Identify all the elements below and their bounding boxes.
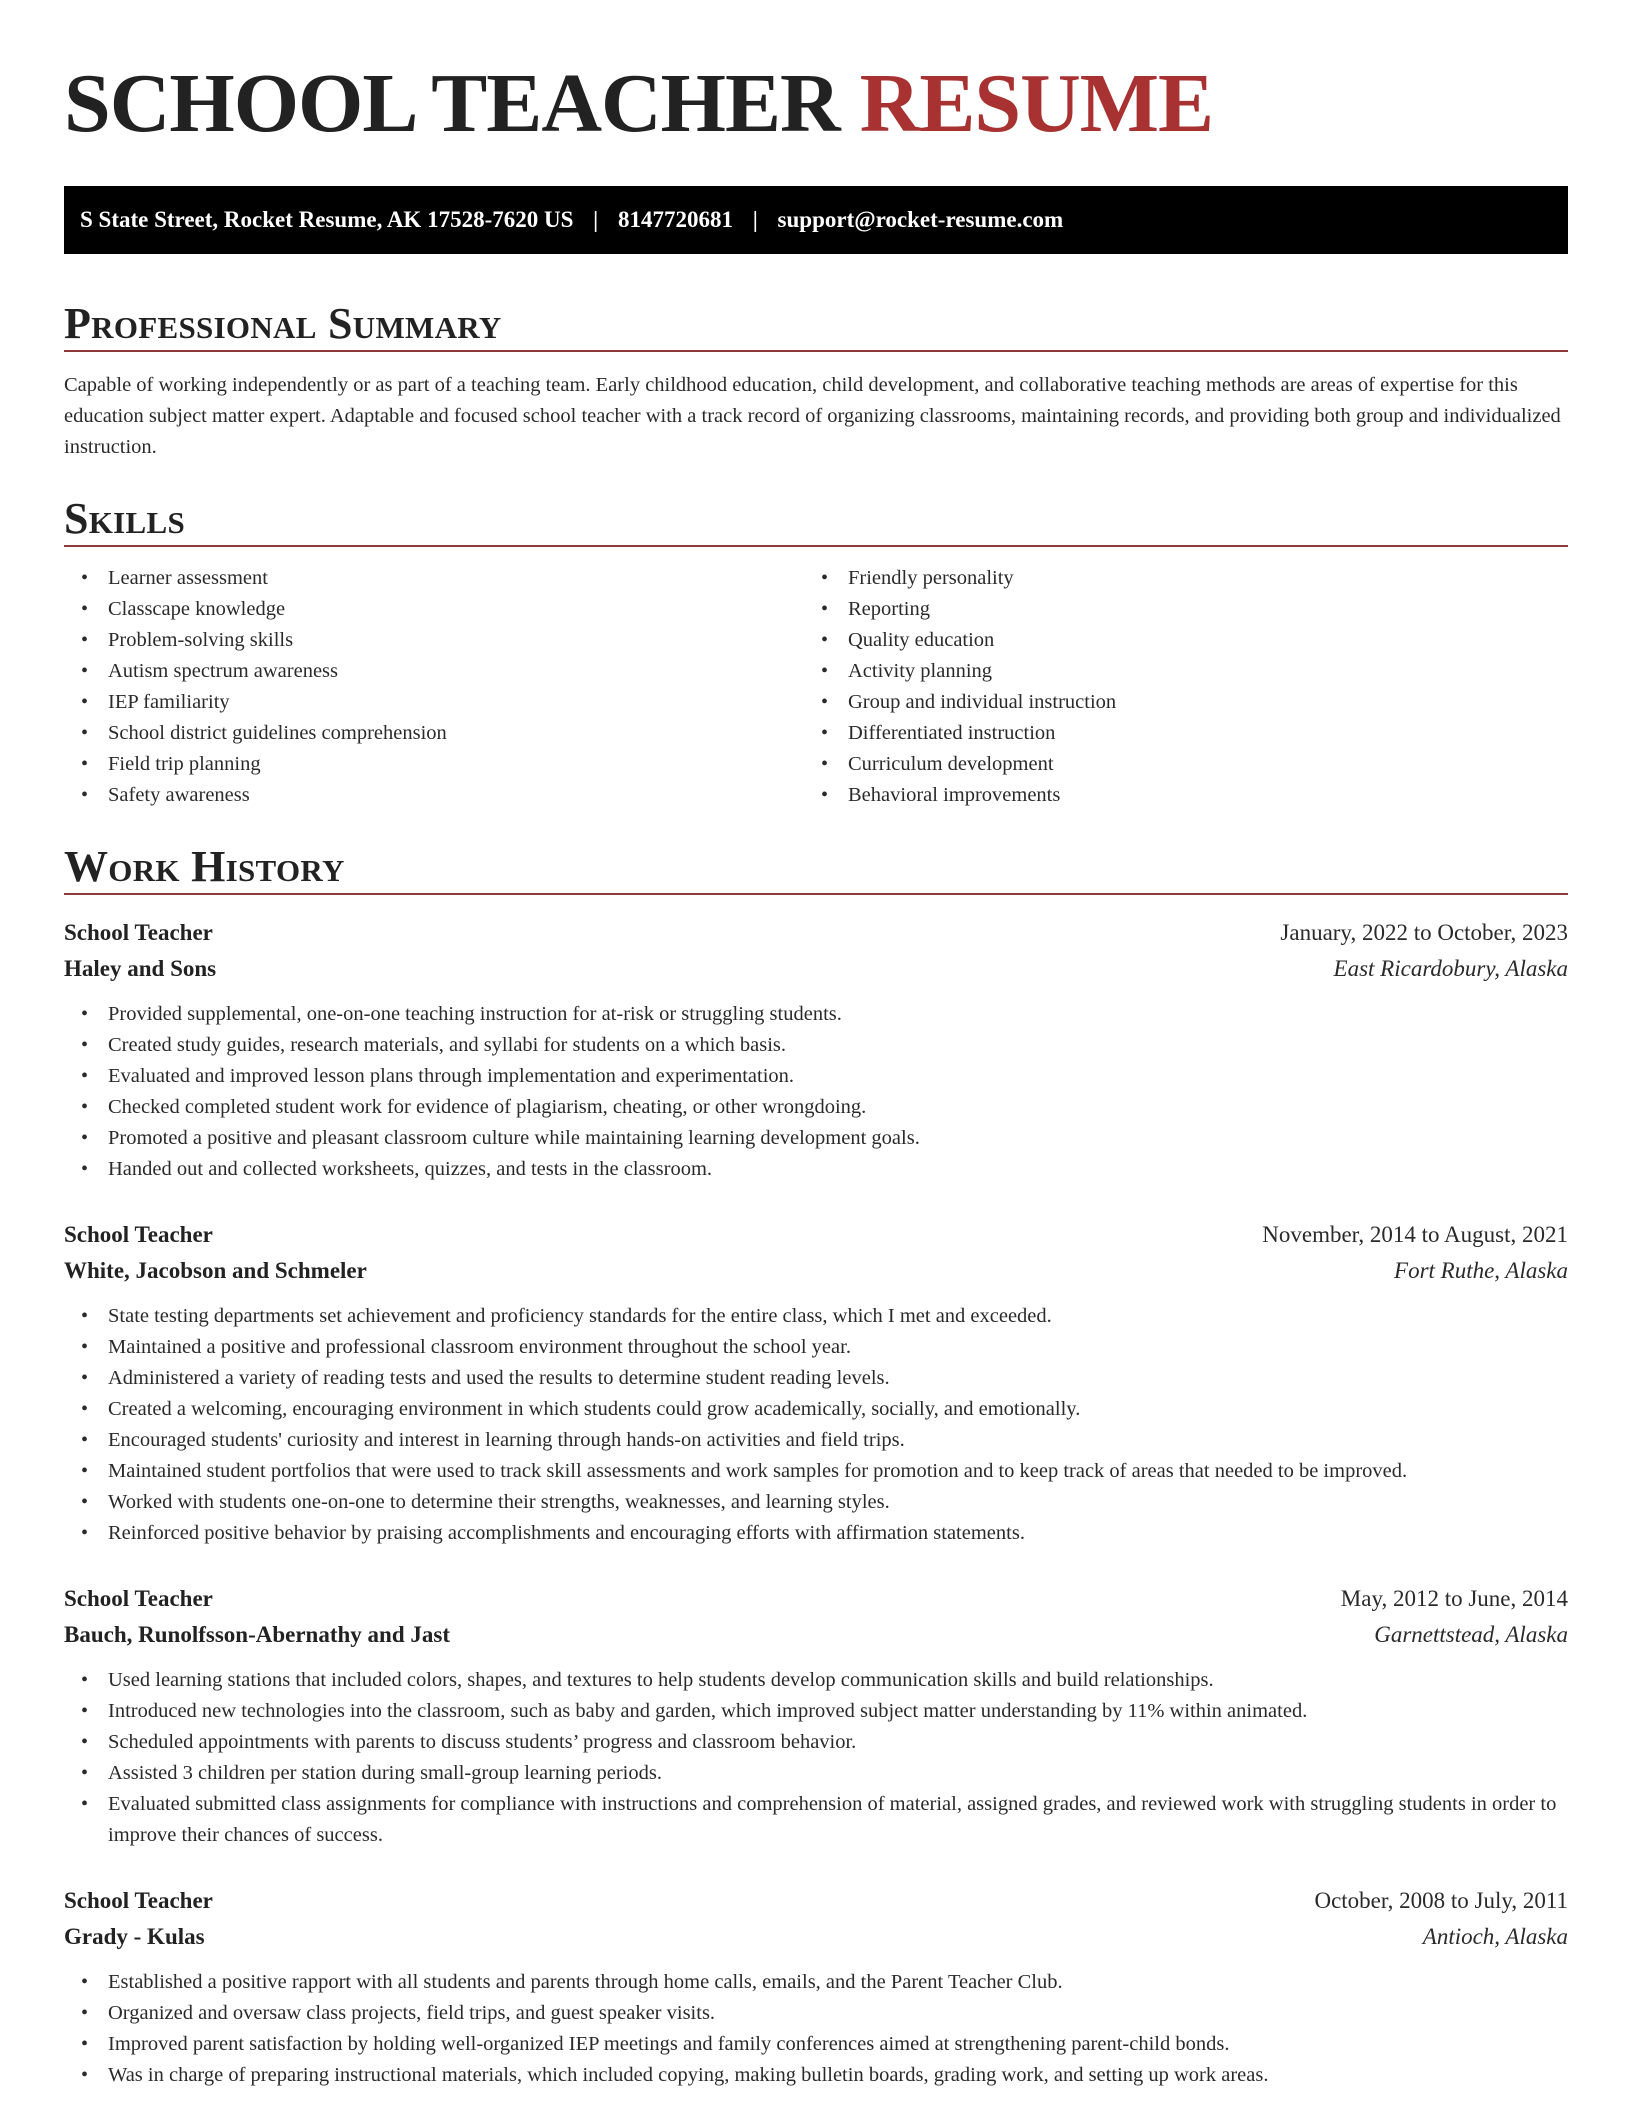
duty-item: • Scheduled appointments with parents to discuss students’ progress and classroom behavior. — [64, 1727, 1568, 1758]
job-entry — [64, 1581, 1568, 1851]
section-divider — [64, 350, 1568, 352]
job-duties — [64, 1665, 1568, 1851]
summary-text: Capable of working independently or as part of a teaching team. Early childhood education, child development, and collaborative teaching methods are areas of expertise for this education subject matter expert. Adaptable and focused school teacher with a track record of organizing classrooms, maintaining records, and providing both group and individualized instruction. — [64, 374, 1561, 458]
job-subheader — [64, 1617, 1568, 1653]
skill-item: • Group and individual instruction — [804, 687, 1544, 718]
duty-item: • Created a welcoming, encouraging environment in which students could grow academically, socially, and emotionally. — [64, 1394, 1568, 1425]
skill-item: • Learner assessment — [64, 563, 804, 594]
skills-list — [64, 563, 1568, 811]
skill-item: • Friendly personality — [804, 563, 1544, 594]
skill-item: • IEP familiarity — [64, 687, 804, 718]
resume-title — [64, 0, 1568, 186]
job-dates: October, 2008 to July, 2011 — [1314, 1888, 1568, 1913]
skill-item: • Differentiated instruction — [804, 718, 1544, 749]
skills-column-left — [64, 563, 804, 811]
duty-item: • Encouraged students' curiosity and interest in learning through hands-on activities and field trips. — [64, 1425, 1568, 1456]
job-location: East Ricardobury, Alaska — [1333, 956, 1568, 981]
duty-item: • Promoted a positive and pleasant classroom culture while maintaining learning development goals. — [64, 1123, 1568, 1154]
job-duties — [64, 999, 1568, 1185]
job-subheader — [64, 1919, 1568, 1955]
job-header — [64, 1883, 1568, 1919]
job-duties — [64, 1301, 1568, 1549]
title-accent: RESUME — [859, 57, 1214, 150]
title-main: SCHOOL TEACHER — [64, 57, 840, 150]
work-history-heading: Work History — [64, 842, 345, 891]
duty-item: • Maintained a positive and professional classroom environment throughout the school year. — [64, 1332, 1568, 1363]
job-header — [64, 1581, 1568, 1617]
duty-item: • Administered a variety of reading tests and used the results to determine student reading levels. — [64, 1363, 1568, 1394]
job-dates: May, 2012 to June, 2014 — [1340, 1586, 1568, 1611]
skills-column-right — [804, 563, 1544, 811]
skill-item: • Activity planning — [804, 656, 1544, 687]
skill-item: • Behavioral improvements — [804, 780, 1544, 811]
section-divider — [64, 545, 1568, 547]
skill-item: • Autism spectrum awareness — [64, 656, 804, 687]
contact-phone[interactable]: 8147720681 — [617, 207, 733, 232]
duty-item: • Provided supplemental, one-on-one teaching instruction for at-risk or struggling students. — [64, 999, 1568, 1030]
job-entry — [64, 1217, 1568, 1549]
duty-item: • Improved parent satisfaction by holding well-organized IEP meetings and family conferences aimed at strengthening parent-child bonds. — [64, 2029, 1568, 2060]
duty-item: • Reinforced positive behavior by praising accomplishments and encouraging efforts with affirmation statements. — [64, 1518, 1568, 1549]
duty-item: • Organized and oversaw class projects, field trips, and guest speaker visits. — [64, 1998, 1568, 2029]
skill-item: • Curriculum development — [804, 749, 1544, 780]
contact-address: S State Street, Rocket Resume, AK 17528-7620 US — [80, 207, 574, 232]
job-duties — [64, 1967, 1568, 2091]
duty-item: • Introduced new technologies into the classroom, such as baby and garden, which improved subject matter understanding by 11% within animated. — [64, 1696, 1568, 1727]
duty-item: • Worked with students one-on-one to determine their strengths, weaknesses, and learning styles. — [64, 1487, 1568, 1518]
duty-item: • Evaluated submitted class assignments for compliance with instructions and comprehension of material, assigned grades, and reviewed work with struggling students in order to improve their chances of success. — [64, 1789, 1568, 1851]
job-dates: January, 2022 to October, 2023 — [1280, 920, 1568, 945]
job-location: Garnettstead, Alaska — [1374, 1622, 1568, 1647]
duty-item: • Assisted 3 children per station during small-group learning periods. — [64, 1758, 1568, 1789]
job-company: Bauch, Runolfsson-Abernathy and Jast — [64, 1622, 450, 1647]
job-dates: November, 2014 to August, 2021 — [1262, 1222, 1568, 1247]
job-subheader — [64, 1253, 1568, 1289]
contact-email[interactable]: support@rocket-resume.com — [777, 207, 1064, 232]
job-subheader — [64, 951, 1568, 987]
duty-item: • Created study guides, research materials, and syllabi for students on a which basis. — [64, 1030, 1568, 1061]
job-title: School Teacher — [64, 1888, 213, 1913]
skill-item: • Reporting — [804, 594, 1544, 625]
job-entry — [64, 1883, 1568, 2091]
job-title: School Teacher — [64, 920, 213, 945]
duty-item: • State testing departments set achievement and proficiency standards for the entire class, which I met and exceeded. — [64, 1301, 1568, 1332]
duty-item: • Handed out and collected worksheets, quizzes, and tests in the classroom. — [64, 1154, 1568, 1185]
skill-item: • Quality education — [804, 625, 1544, 656]
duty-item: • Evaluated and improved lesson plans through implementation and experimentation. — [64, 1061, 1568, 1092]
duty-item: • Was in charge of preparing instructional materials, which included copying, making bulletin boards, grading work, and setting up work areas. — [64, 2060, 1568, 2091]
skills-heading: Skills — [64, 494, 186, 543]
job-entry — [64, 915, 1568, 1185]
skill-item: • Classcape knowledge — [64, 594, 804, 625]
job-company: Haley and Sons — [64, 956, 217, 981]
job-company: White, Jacobson and Schmeler — [64, 1258, 367, 1283]
job-header — [64, 915, 1568, 951]
section-divider — [64, 893, 1568, 895]
job-header — [64, 1217, 1568, 1253]
contact-separator: | — [752, 207, 758, 232]
skill-item: • School district guidelines comprehension — [64, 718, 804, 749]
job-location: Antioch, Alaska — [1422, 1924, 1568, 1949]
duty-item: • Maintained student portfolios that were used to track skill assessments and work samples for promotion and to keep track of areas that needed to be improved. — [64, 1456, 1568, 1487]
job-title: School Teacher — [64, 1222, 213, 1247]
contact-separator: | — [593, 207, 599, 232]
job-title: School Teacher — [64, 1586, 213, 1611]
skill-item: • Field trip planning — [64, 749, 804, 780]
duty-item: • Used learning stations that included colors, shapes, and textures to help students develop communication skills and build relationships. — [64, 1665, 1568, 1696]
skill-item: • Problem-solving skills — [64, 625, 804, 656]
job-company: Grady - Kulas — [64, 1924, 205, 1949]
job-location: Fort Ruthe, Alaska — [1394, 1258, 1568, 1283]
contact-bar — [64, 186, 1568, 254]
duty-item: • Established a positive rapport with all students and parents through home calls, emails, and the Parent Teacher Club. — [64, 1967, 1568, 1998]
skill-item: • Safety awareness — [64, 780, 804, 811]
duty-item: • Checked completed student work for evidence of plagiarism, cheating, or other wrongdoing. — [64, 1092, 1568, 1123]
summary-heading: Professional Summary — [64, 299, 502, 348]
